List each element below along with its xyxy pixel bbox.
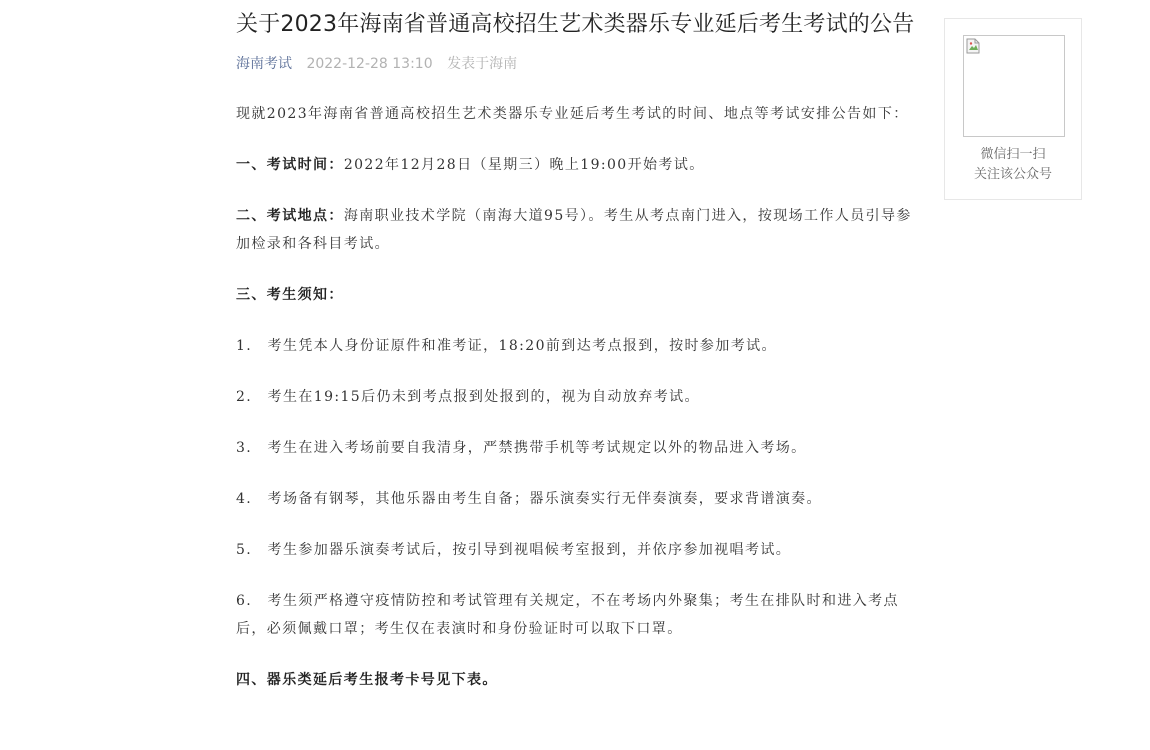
qr-caption-line2: 关注该公众号: [973, 167, 1052, 182]
qr-caption: [945, 145, 1081, 185]
rule-item-1: 1. 考生凭本人身份证原件和准考证，18:20前到达考点报到，按时参加考试。: [236, 338, 777, 354]
exam-place-text: 海南职业技术学院（南海大道95号）。考生从考点南门进入，按现场工作人员引导参加检录和各科目考试。: [236, 208, 912, 252]
qr-code-image[interactable]: [963, 35, 1065, 137]
publish-location: 发表于海南: [447, 56, 518, 72]
broken-image-icon: [966, 38, 980, 54]
section-four-heading-text: 四、器乐类延后考生报考卡号见下表。: [236, 672, 498, 688]
exam-time-text: 2022年12月28日（星期三）晚上19:00开始考试。: [343, 157, 705, 173]
publish-date: 2022-12-28 13:10: [306, 56, 433, 72]
intro-paragraph: 现就2023年海南省普通高校招生艺术类器乐专业延后考生考试的时间、地点等考试安排公告如下：: [236, 106, 909, 122]
section-four-heading: [236, 666, 916, 694]
notice-heading-text: 三、考生须知：: [236, 287, 344, 303]
rule-item-6: 6. 考生须严格遵守疫情防控和考试管理有关规定，不在考场内外聚集；考生在排队时和进入考点后，必须佩戴口罩；考生仅在表演时和身份验证时可以取下口罩。: [236, 593, 899, 637]
rule-item-5: 5. 考生参加器乐演奏考试后，按引导到视唱候考室报到，并依序参加视唱考试。: [236, 542, 792, 558]
exam-place-label: 二、考试地点：: [236, 208, 344, 224]
exam-time-label: 一、考试时间：: [236, 157, 344, 173]
rule-item-2: 2. 考生在19:15后仍未到考点报到处报到的，视为自动放弃考试。: [236, 389, 700, 405]
article: [236, 10, 916, 717]
article-title: 关于2023年海南省普通高校招生艺术类器乐专业延后考生考试的公告: [236, 12, 915, 37]
exam-place-paragraph: [236, 202, 916, 258]
article-meta: [236, 54, 916, 74]
article-body: [236, 100, 916, 694]
exam-time-paragraph: [236, 151, 916, 179]
rule-item-4: 4. 考场备有钢琴，其他乐器由考生自备；器乐演奏实行无伴奏演奏，要求背谱演奏。: [236, 491, 822, 507]
qr-code-panel: [944, 18, 1082, 200]
notice-heading: [236, 281, 916, 309]
account-name-link[interactable]: 海南考试: [236, 56, 292, 72]
rule-item-3: 3. 考生在进入考场前要自我清身，严禁携带手机等考试规定以外的物品进入考场。: [236, 440, 807, 456]
qr-caption-line1: 微信扫一扫: [980, 147, 1046, 162]
